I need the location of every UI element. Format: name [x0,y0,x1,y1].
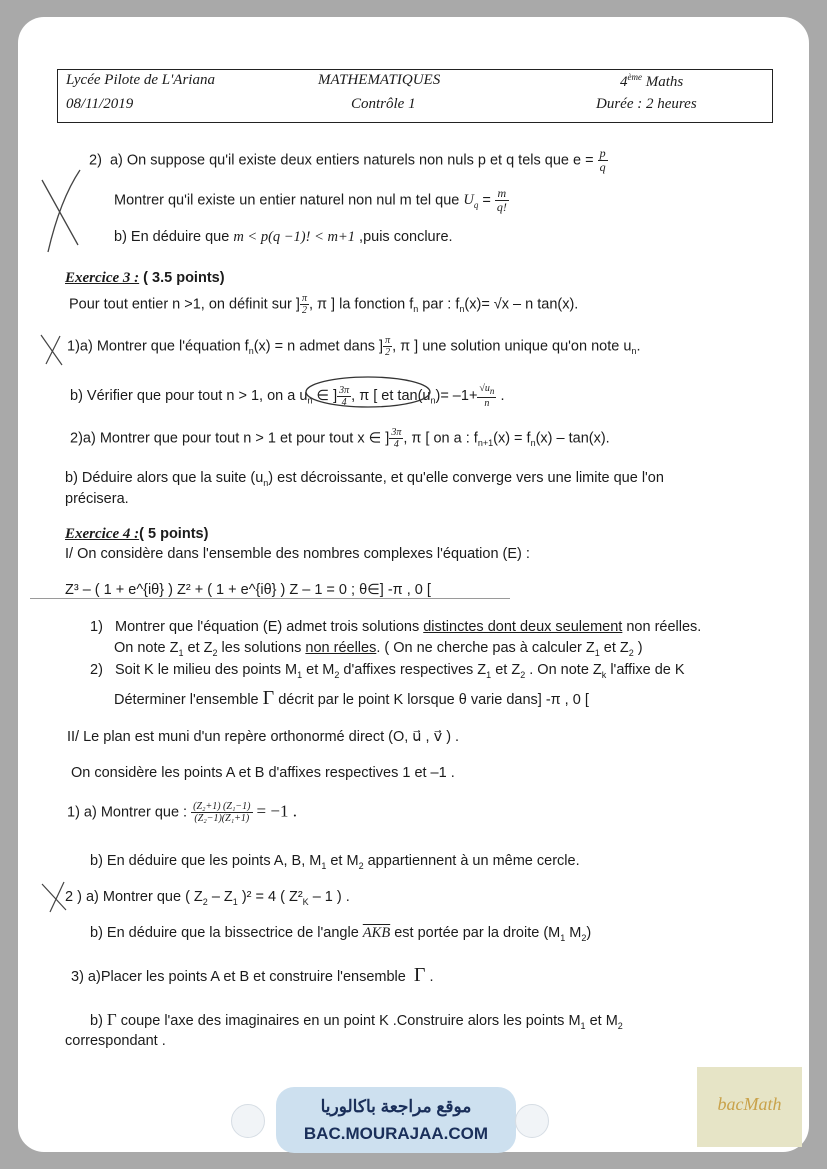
ex4-ii2a: 2 ) a) Montrer que ( $Z_2 - Z_1$ )² = 4 ( $Z^2_K - 1$ ) . [65,889,350,907]
handwritten-x-mark-3 [36,878,76,918]
footer-site-link[interactable]: BAC.MOURAJAA.COM [303,1124,489,1143]
ex3-q2b-line2: précisera. [65,491,129,507]
scan-line [30,598,510,599]
handwritten-x-mark-1 [30,160,90,260]
class-level: 4ème Maths [620,72,684,90]
ex4-ii3a: 3) a)Placer les points A et B et construire l'ensemble Γ . [71,964,434,986]
ex4-ii3b: b) Γ coupe l'axe des imaginaires en un point K .Construire alors les points $M_1$ et $M_2$ [90,1010,623,1031]
school-name: Lycée Pilote de L'Ariana [66,72,215,88]
ex3-q1b: b) Vérifier que pour tout n > 1, on a $u_n$ ∈ ] $\frac{3\pi}{4}$ , π [ et $\tan(u_n)= -1+$ $\frac{√u_n}{n}$ . [70,383,505,409]
handwritten-circle [300,372,440,412]
ex3-q2b: b) Déduire alors que la suite $(u_n)$ est décroissante, et qu'elle converge vers une limite que l'on [65,470,664,488]
ex2-q2a-b: Montrer qu'il existe un entier naturel non nul m tel que $U_q$ = $\frac{m}{q!}$ [114,186,507,214]
ex4-ii3b-line2: correspondant . [65,1033,166,1049]
ex2-q2b: b) En déduire que m < p(q −1)! < m+1 ,puis conclure. [114,229,453,245]
ex4-part2: II/ Le plan est muni d'un repère orthonormé direct (O, u⃗ , v⃗ ) . [67,729,460,745]
logo-text: bacMath [717,1094,782,1114]
ex4-i1-line2: On note $Z_1$ et $Z_2$ les solutions non réelles. ( On ne cherche pas à calculer $Z_1$ et $Z_2$ ) [114,640,643,658]
footer-badge-right-icon [515,1104,549,1138]
ex4-ii-intro: On considère les points A et B d'affixes respectives 1 et –1 . [71,765,455,781]
duration: Durée : 2 heures [596,96,697,112]
ex4-title: Exercice 4 :( 5 points) [65,526,209,542]
footer-badge-left-icon [231,1104,265,1138]
ex3-intro: Pour tout entier n >1, on définit sur ] $\frac{\pi}{2}$ , π ] la fonction $f_n$ par : $f_n(x)= √x - n$ tan(x). [69,293,579,316]
ex4-i1: 1) Montrer que l'équation (E) admet trois solutions distinctes dont deux seulement non réelles. [90,619,702,635]
ex4-part1: I/ On considère dans l'ensemble des nombres complexes l'équation (E) : [65,546,530,562]
ex2-q2a: 2) a) On suppose qu'il existe deux entiers naturels non nuls p et q tels que e = $\frac{p}{q}$ [89,146,606,174]
ex4-i2: 2) Soit K le milieu des points $M_1$ et $M_2$ d'affixes respectives $Z_1$ et $Z_2$ . On note $Z_k$ l'affixe de K [90,662,685,680]
ex4-ii1a: 1) a) Montrer que : $\frac{\text{(Z₂+1) (Z₁−1)}}{\text{(Z₂−1)(Z₁+1)}}$ = −1 . [67,801,297,824]
handwritten-x-mark-2 [38,330,68,370]
ex4-ii2b: b) En déduire que la bissectrice de l'angle $\overline{AKB}$ est portée par la droite ($M_1$ $M_2$) [90,925,592,943]
test-name: Contrôle 1 [351,96,416,112]
ex4-i2-line2: Déterminer l'ensemble Γ décrit par le point K lorsque θ varie dans] -π , 0 [ [114,687,589,709]
ex3-q2a: 2)a) Montrer que pour tout n > 1 et pour tout x ∈ ] $\frac{3\pi}{4}$ , π [ on a : $f_{n+1}(x) = f_n(x) - \tan(x)$. [70,427,610,450]
footer-arabic: موقع مراجعة باكالوريا [320,1097,472,1116]
ex3-q1a: 1)a) Montrer que l'équation $f_n(x) = n$ admet dans ] $\frac{\pi}{2}$ , π ] une solution unique qu'on note $u_n$. [67,335,641,358]
ex3-title: Exercice 3 : ( 3.5 points) [65,270,225,286]
ex4-equation: Z³ – ( 1 + e^{iθ} ) Z² + ( 1 + e^{iθ} ) Z – 1 = 0 ; θ∈] -π , 0 [ [65,582,431,598]
exam-date: 08/11/2019 [66,96,134,112]
ex4-ii1b: b) En déduire que les points A, B, $M_1$ et $M_2$ appartiennent à un même cercle. [90,853,580,871]
subject: MATHEMATIQUES [318,72,441,88]
